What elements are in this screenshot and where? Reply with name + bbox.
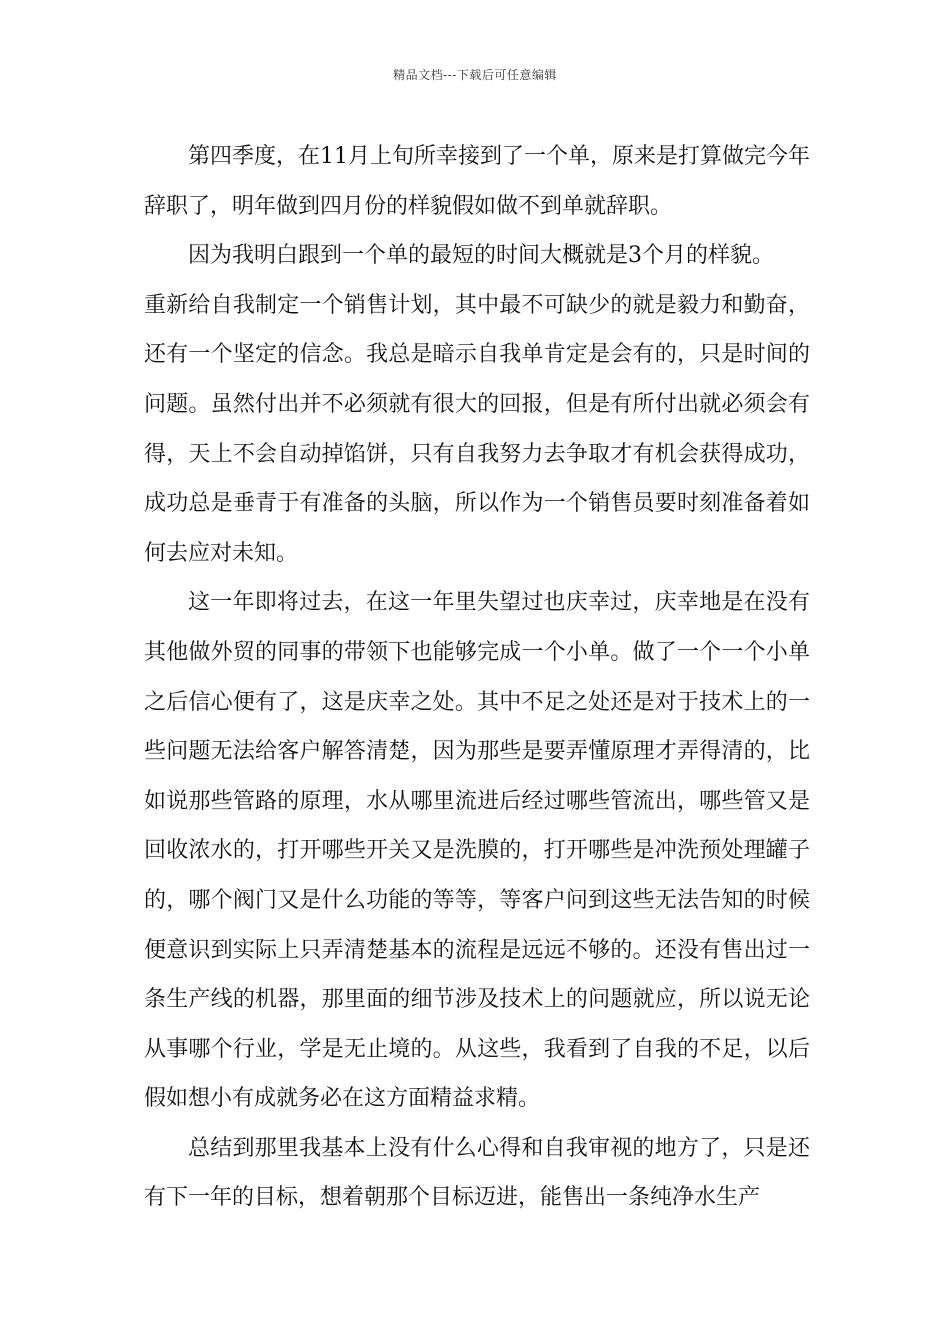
paragraph-1: 第四季度，在11月上旬所幸接到了一个单，原来是打算做完今年辞职了，明年做到四月份的样貌假如做不到单就辞职。 [144,144,810,219]
paragraph-2: 因为我明白跟到一个单的最短的时间大概就是3个月的样貌。 [188,243,774,269]
paragraph-4: 这一年即将过去，在这一年里失望过也庆幸过，庆幸地是在没有其他做外贸的同事的带领下也能够完成一个小单。做了一个一个小单之后信心便有了，这是庆幸之处。其中不足之处还是对于技术上的一些问题无法给客户解答清楚，因为那些是要弄懂原理才弄得清的，比如说那些管路的原理，水从哪里流进后经过哪些管流出，哪些管又是回收浓水的，打开哪些开关又是洗膜的，打开哪些是冲洗预处理罐子的，哪个阀门又是什么功能的等等，等客户问到这些无法告知的时候便意识到实际上只弄清楚基本的流程是远远不够的。还没有售出过一条生产线的机器，那里面的细节涉及技术上的问题就应，所以说无论从事哪个行业，学是无止境的。从这些，我看到了自我的不足，以后假如想小有成就务必在这方面精益求精。 [144,590,810,1112]
document-body [144,132,810,1223]
page-header: 精品文档---下载后可任意编辑 [393,68,557,82]
paragraph-5: 总结到那里我基本上没有什么心得和自我审视的地方了，只是还有下一年的目标，想着朝那个目标迈进，能售出一条纯净水生产 [144,1135,810,1211]
paragraph-3: 重新给自我制定一个销售计划，其中最不可缺少的就是毅力和勤奋，还有一个坚定的信念。我总是暗示自我单肯定是会有的，只是时间的问题。虽然付出并不必须就有很大的回报，但是有所付出就必须会有得，天上不会自动掉馅饼，只有自我努力去争取才有机会获得成功，成功总是垂青于有准备的头脑，所以作为一个销售员要时刻准备着如何去应对未知。 [144,292,810,566]
